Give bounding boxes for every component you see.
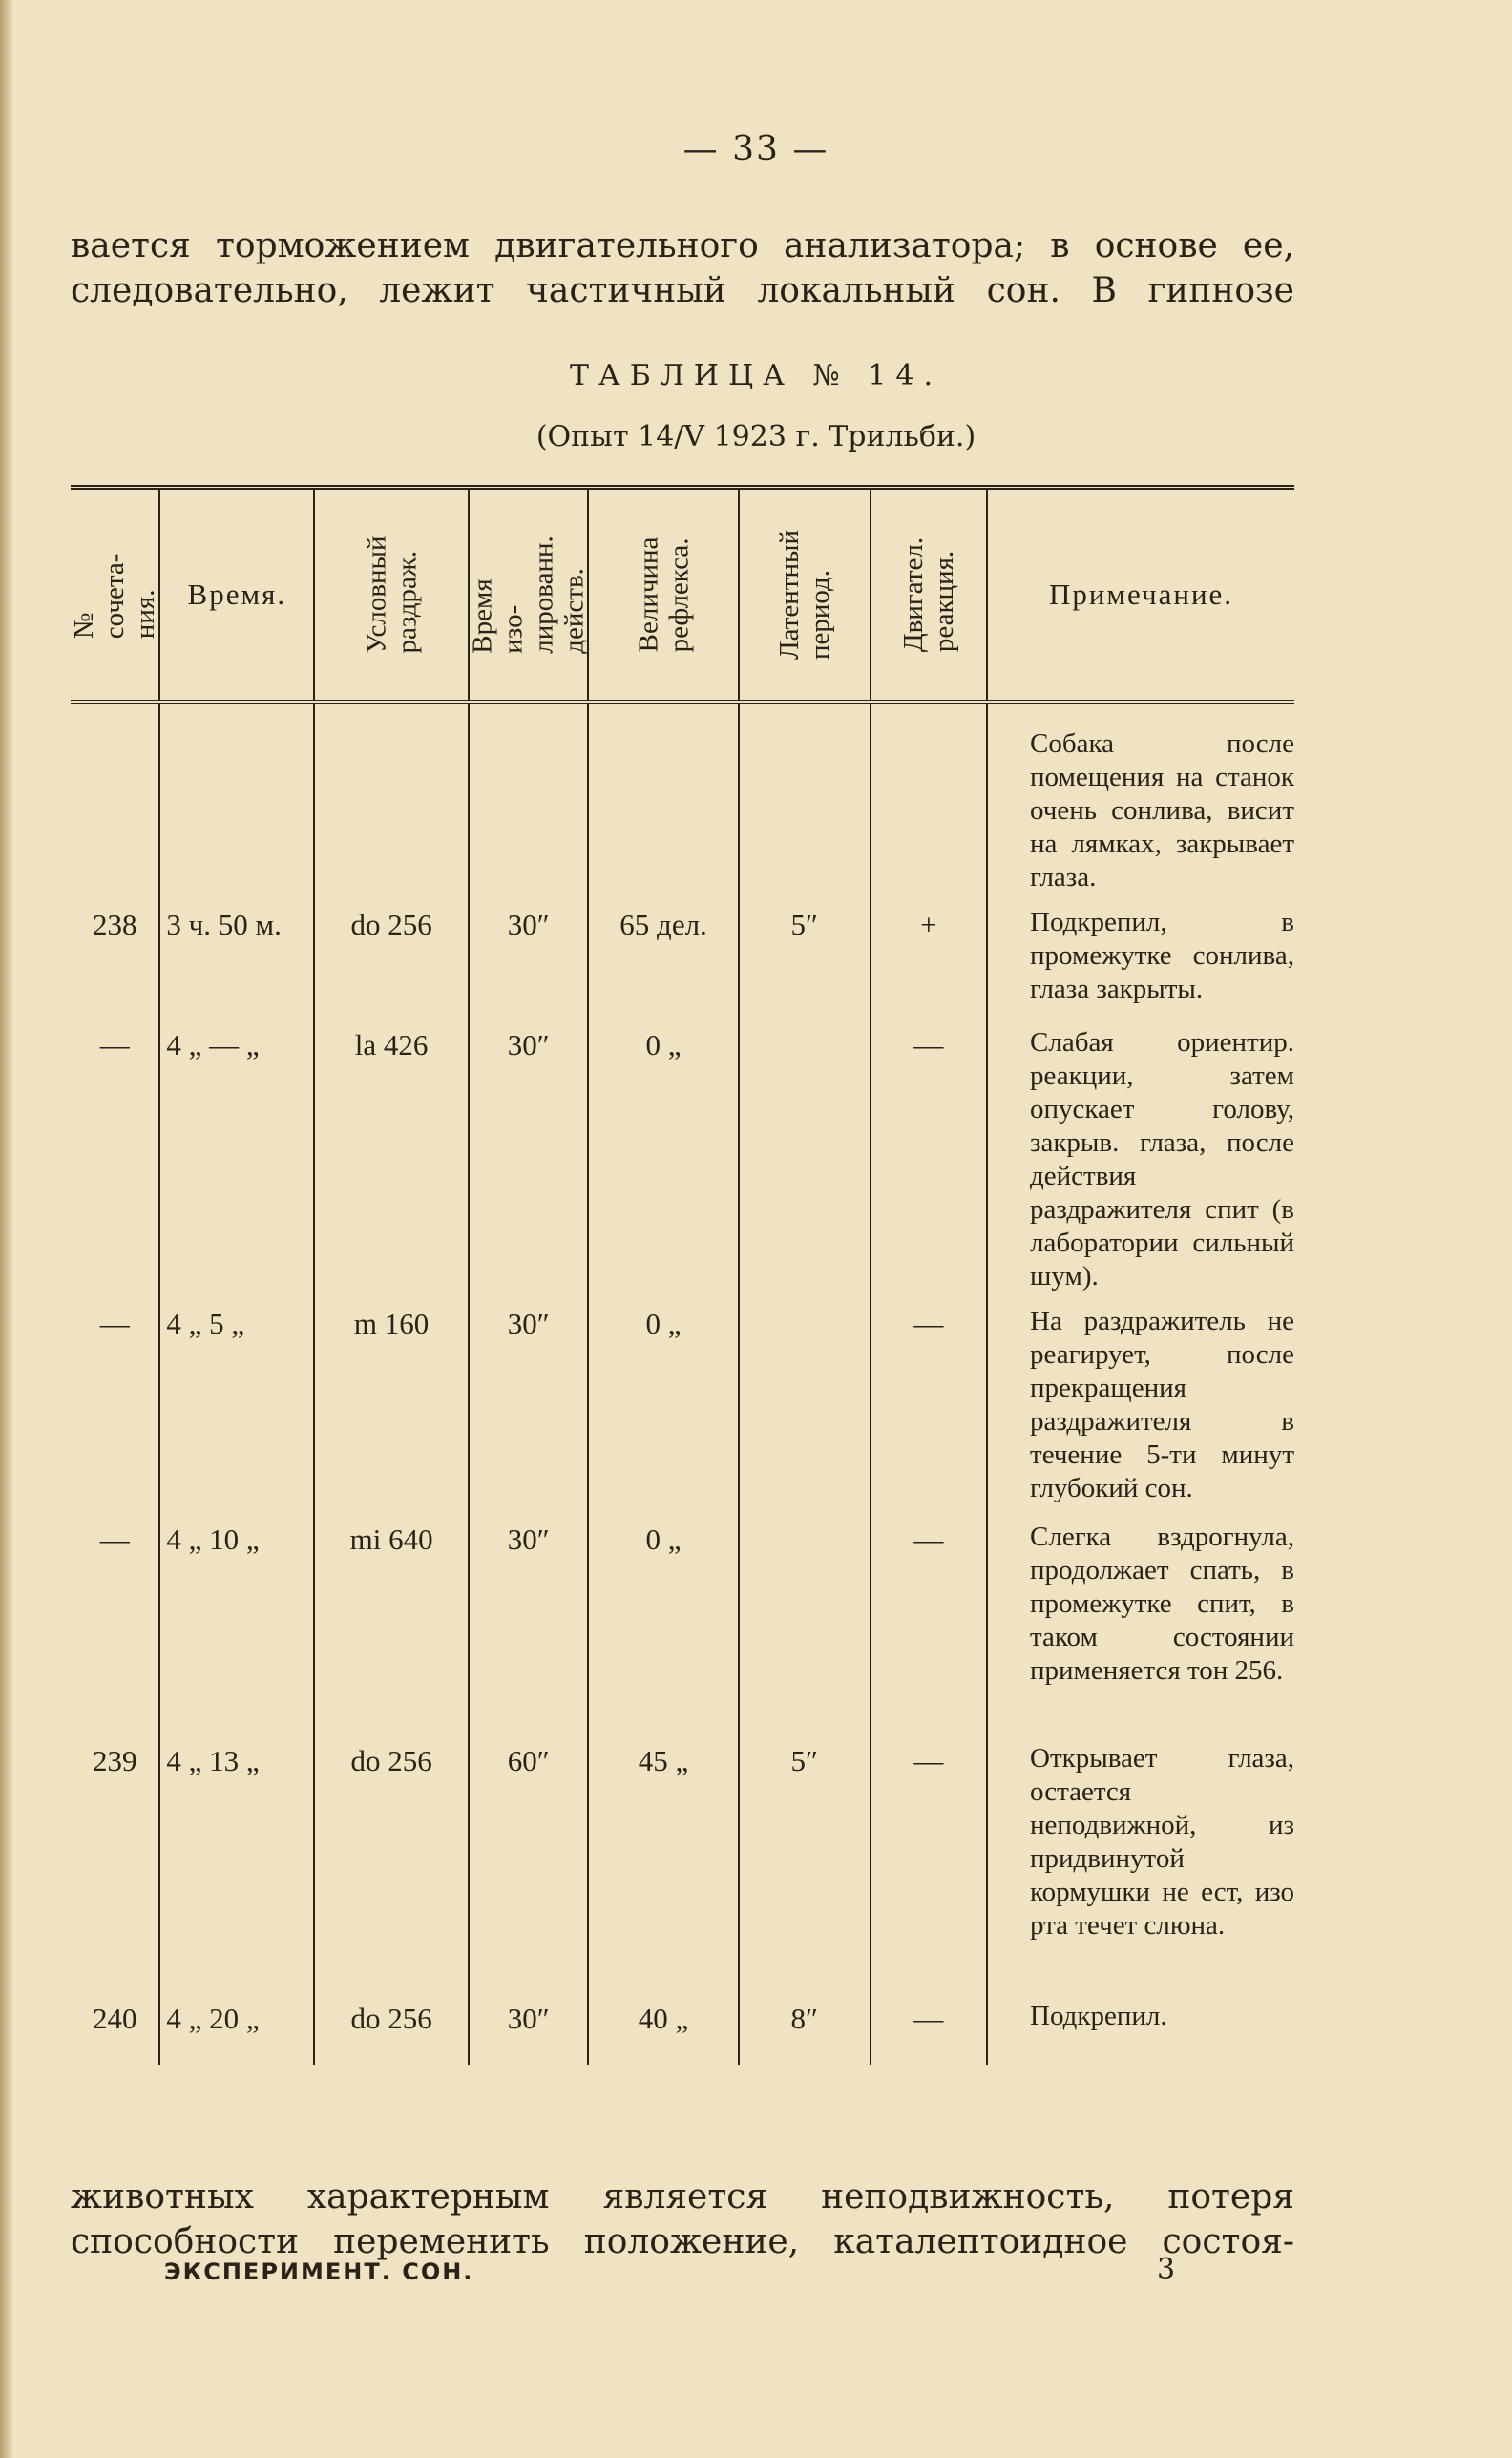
table-row bbox=[71, 904, 1294, 1024]
cell-note: Слегка вздрогнула, продолжает спать, в промежутке спит, в таком состоянии применяется тон 256. bbox=[987, 1519, 1294, 1740]
table-row bbox=[71, 1998, 1294, 2065]
cell-time: 4 „ — „ bbox=[159, 1024, 314, 1303]
cell-reflex bbox=[588, 702, 738, 904]
header-motor-reaction: Двигател. реакция. bbox=[871, 488, 987, 703]
page-number: — 33 — bbox=[682, 130, 830, 169]
cell-reflex: 0 „ bbox=[588, 1519, 738, 1740]
cell-iso: 30″ bbox=[469, 1303, 588, 1519]
cell-iso: 30″ bbox=[469, 1024, 588, 1303]
table-title: ТАБЛИЦА № 14. bbox=[569, 359, 943, 392]
footer-signature: ЭКСПЕРИМЕНТ. СОН. bbox=[164, 2258, 474, 2285]
cell-latent bbox=[739, 702, 871, 904]
cell-num: — bbox=[99, 1523, 130, 1556]
cell-num: 238 bbox=[92, 908, 137, 941]
footer-sheet-number: 3 bbox=[1157, 2253, 1176, 2286]
cell-motor: — bbox=[871, 1519, 987, 1740]
text-line: следовательно, лежит частичный локальный сон. В гипнозе bbox=[71, 271, 1294, 310]
cell-note: Собака после помещения на станок очень сонлива, висит на лямках, закрывает глаза. bbox=[987, 702, 1294, 904]
table-row bbox=[71, 702, 1294, 904]
cell-stim bbox=[314, 702, 469, 904]
table-row bbox=[71, 1740, 1294, 1998]
cell-latent: 5″ bbox=[739, 904, 871, 1024]
text-line: способности переменить положение, каталептоидное состоя- bbox=[71, 2222, 1294, 2261]
cell-note: Слабая ориентир. реакции, затем опускает голову, закрыв. глаза, после действия раздражителя спит (в лаборатории сильный шум). bbox=[987, 1024, 1294, 1303]
header-latent-period: Латентный период. bbox=[739, 488, 871, 703]
cell-time bbox=[159, 702, 314, 904]
cell-motor bbox=[871, 702, 987, 904]
cell-motor: — bbox=[871, 1303, 987, 1519]
cell-latent bbox=[739, 1303, 871, 1519]
cell-motor: — bbox=[871, 1998, 987, 2065]
cell-latent: 5″ bbox=[739, 1740, 871, 1998]
header-reflex-magnitude: Величина рефлекса. bbox=[588, 488, 738, 703]
header-combination-number: № сочета- ния. bbox=[71, 488, 159, 703]
cell-note: Открывает глаза, остается неподвижной, из придвинутой кормушки не ест, изо рта течет слюна. bbox=[987, 1740, 1294, 1998]
cell-iso: 30″ bbox=[469, 1998, 588, 2065]
cell-stim: m 160 bbox=[314, 1303, 469, 1519]
cell-num: 240 bbox=[92, 2002, 137, 2035]
cell-note: На раздражитель не реагирует, после прекращения раздражителя в течение 5-ти минут глубокий сон. bbox=[987, 1303, 1294, 1519]
cell-stim: do 256 bbox=[314, 1740, 469, 1998]
cell-time: 3 ч. 50 м. bbox=[159, 904, 314, 1024]
cell-iso: 30″ bbox=[469, 1519, 588, 1740]
data-table bbox=[71, 485, 1294, 2065]
table-row bbox=[71, 1519, 1294, 1740]
text-line: вается торможением двигательного анализатора; в основе ее, bbox=[71, 226, 1294, 265]
cell-motor: — bbox=[871, 1024, 987, 1303]
cell-stim: la 426 bbox=[314, 1024, 469, 1303]
cell-time: 4 „ 20 „ bbox=[159, 1998, 314, 2065]
body-text-top bbox=[71, 223, 1294, 313]
table-row bbox=[71, 1024, 1294, 1303]
body-text-bottom bbox=[71, 2174, 1294, 2264]
cell-latent: 8″ bbox=[739, 1998, 871, 2065]
cell-num: — bbox=[99, 1028, 130, 1061]
header-conditioned-stimulus: Условный раздраж. bbox=[314, 488, 469, 703]
cell-reflex: 65 дел. bbox=[588, 904, 738, 1024]
table-row bbox=[71, 1303, 1294, 1519]
cell-iso: 60″ bbox=[469, 1740, 588, 1998]
cell-time: 4 „ 13 „ bbox=[159, 1740, 314, 1998]
table-subtitle: (Опыт 14/V 1923 г. Трильби.) bbox=[536, 420, 976, 453]
cell-iso: 30″ bbox=[469, 904, 588, 1024]
cell-time: 4 „ 5 „ bbox=[159, 1303, 314, 1519]
cell-reflex: 0 „ bbox=[588, 1303, 738, 1519]
cell-num: — bbox=[99, 1307, 130, 1340]
cell-num: 239 bbox=[92, 1744, 137, 1777]
cell-stim: mi 640 bbox=[314, 1519, 469, 1740]
text-line: животных характерным является неподвижность, потеря bbox=[71, 2177, 1294, 2216]
cell-reflex: 0 „ bbox=[588, 1024, 738, 1303]
cell-motor: — bbox=[871, 1740, 987, 1998]
cell-motor: + bbox=[871, 904, 987, 1024]
cell-time: 4 „ 10 „ bbox=[159, 1519, 314, 1740]
header-time: Время. bbox=[159, 488, 314, 703]
cell-note: Подкрепил. bbox=[987, 1998, 1294, 2065]
cell-note: Подкрепил, в промежутке сонлива, глаза закрыты. bbox=[987, 904, 1294, 1024]
cell-reflex: 45 „ bbox=[588, 1740, 738, 1998]
cell-latent bbox=[739, 1024, 871, 1303]
cell-stim: do 256 bbox=[314, 1998, 469, 2065]
cell-reflex: 40 „ bbox=[588, 1998, 738, 2065]
table-header-row bbox=[71, 488, 1294, 703]
header-note: Примечание. bbox=[987, 488, 1294, 703]
cell-num bbox=[71, 702, 159, 904]
cell-latent bbox=[739, 1519, 871, 1740]
cell-stim: do 256 bbox=[314, 904, 469, 1024]
cell-iso bbox=[469, 702, 588, 904]
header-isolated-action-time: Время изо- лированн. действ. bbox=[469, 488, 588, 703]
